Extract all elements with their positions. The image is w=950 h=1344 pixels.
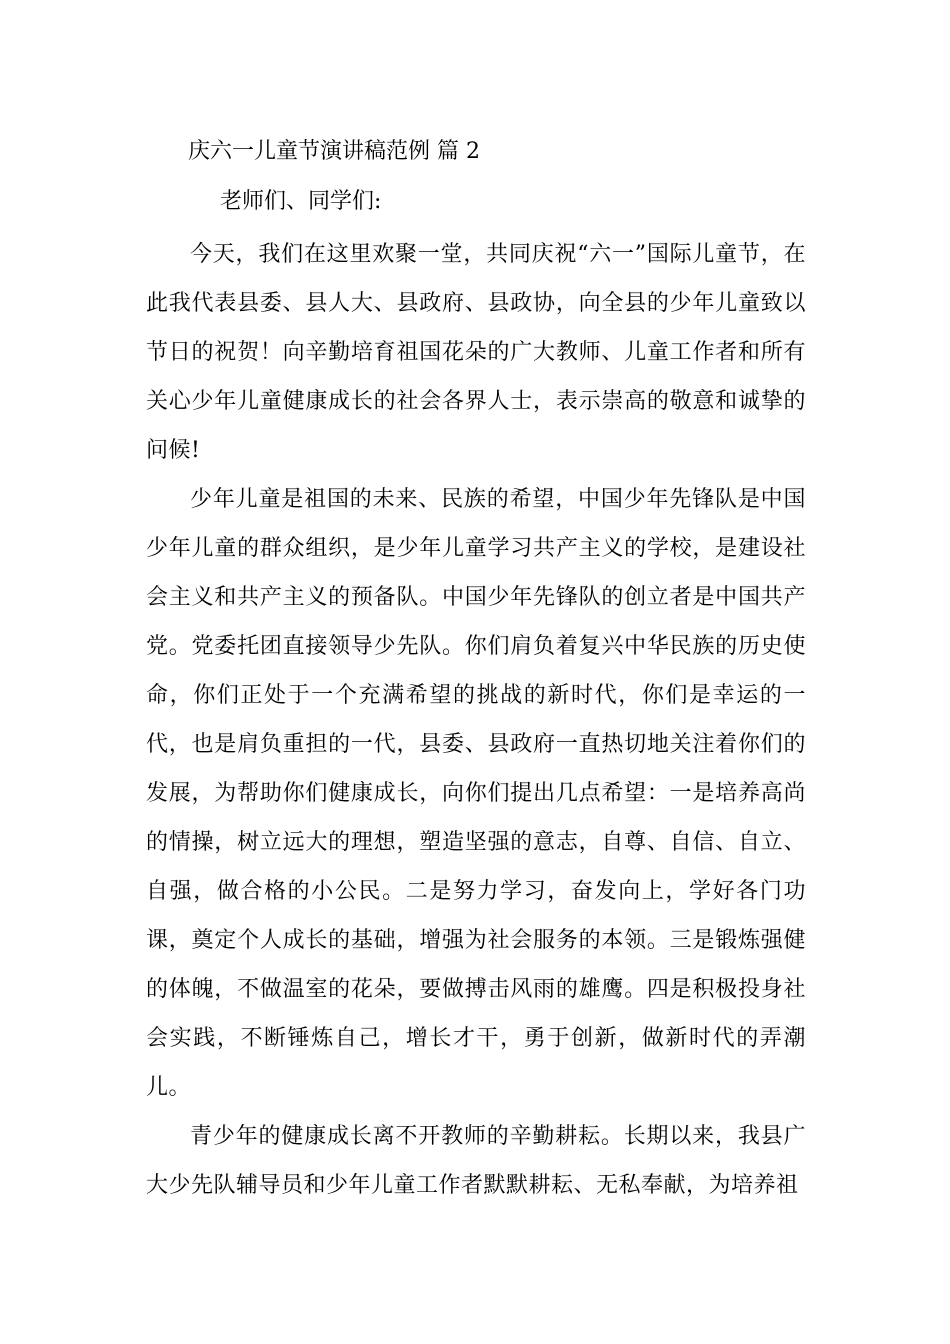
paragraph: 今天，我们在这里欢聚一堂，共同庆祝“六一”国际儿童节，在此我代表县委、县人大、县政府、县政协，向全县的少年儿童致以节日的祝贺！向辛勤培育祖国花朵的广大教师、儿童工作者和所有关心少年儿童健康成长的社会各界人士，表示崇高的敬意和诚挚的问候! [146,242,806,463]
paragraph: 青少年的健康成长离不开教师的辛勤耕耘。长期以来，我县广大少先队辅导员和少年儿童工作者默默耕耘、无私奉献，为培养祖 [146,1124,806,1198]
salutation: 老师们、同学们: [220,189,382,214]
document-body [146,230,806,1210]
paragraph: 少年儿童是祖国的未来、民族的希望，中国少年先锋队是中国少年儿童的群众组织，是少年儿童学习共产主义的学校，是建设社会主义和共产主义的预备队。中国少年先锋队的创立者是中国共产党。党委托团直接领导少先队。你们肩负着复兴中华民族的历史使命，你们正处于一个充满希望的挑战的新时代，你们是幸运的一代，也是肩负重担的一代，县委、县政府一直热切地关注着你们的发展，为帮助你们健康成长，向你们提出几点希望：一是培养高尚的情操，树立远大的理想，塑造坚强的意志，自尊、自信、自立、自强，做合格的小公民。二是努力学习，奋发向上，学好各门功课，奠定个人成长的基础，增强为社会服务的本领。三是锻炼强健的体魄，不做温室的花朵，要做搏击风雨的雄鹰。四是积极投身社会实践，不断锤炼自己，增长才干，勇于创新，做新时代的弄潮儿。 [146,487,806,1100]
document-title: 庆六一儿童节演讲稿范例 篇 2 [188,139,480,164]
